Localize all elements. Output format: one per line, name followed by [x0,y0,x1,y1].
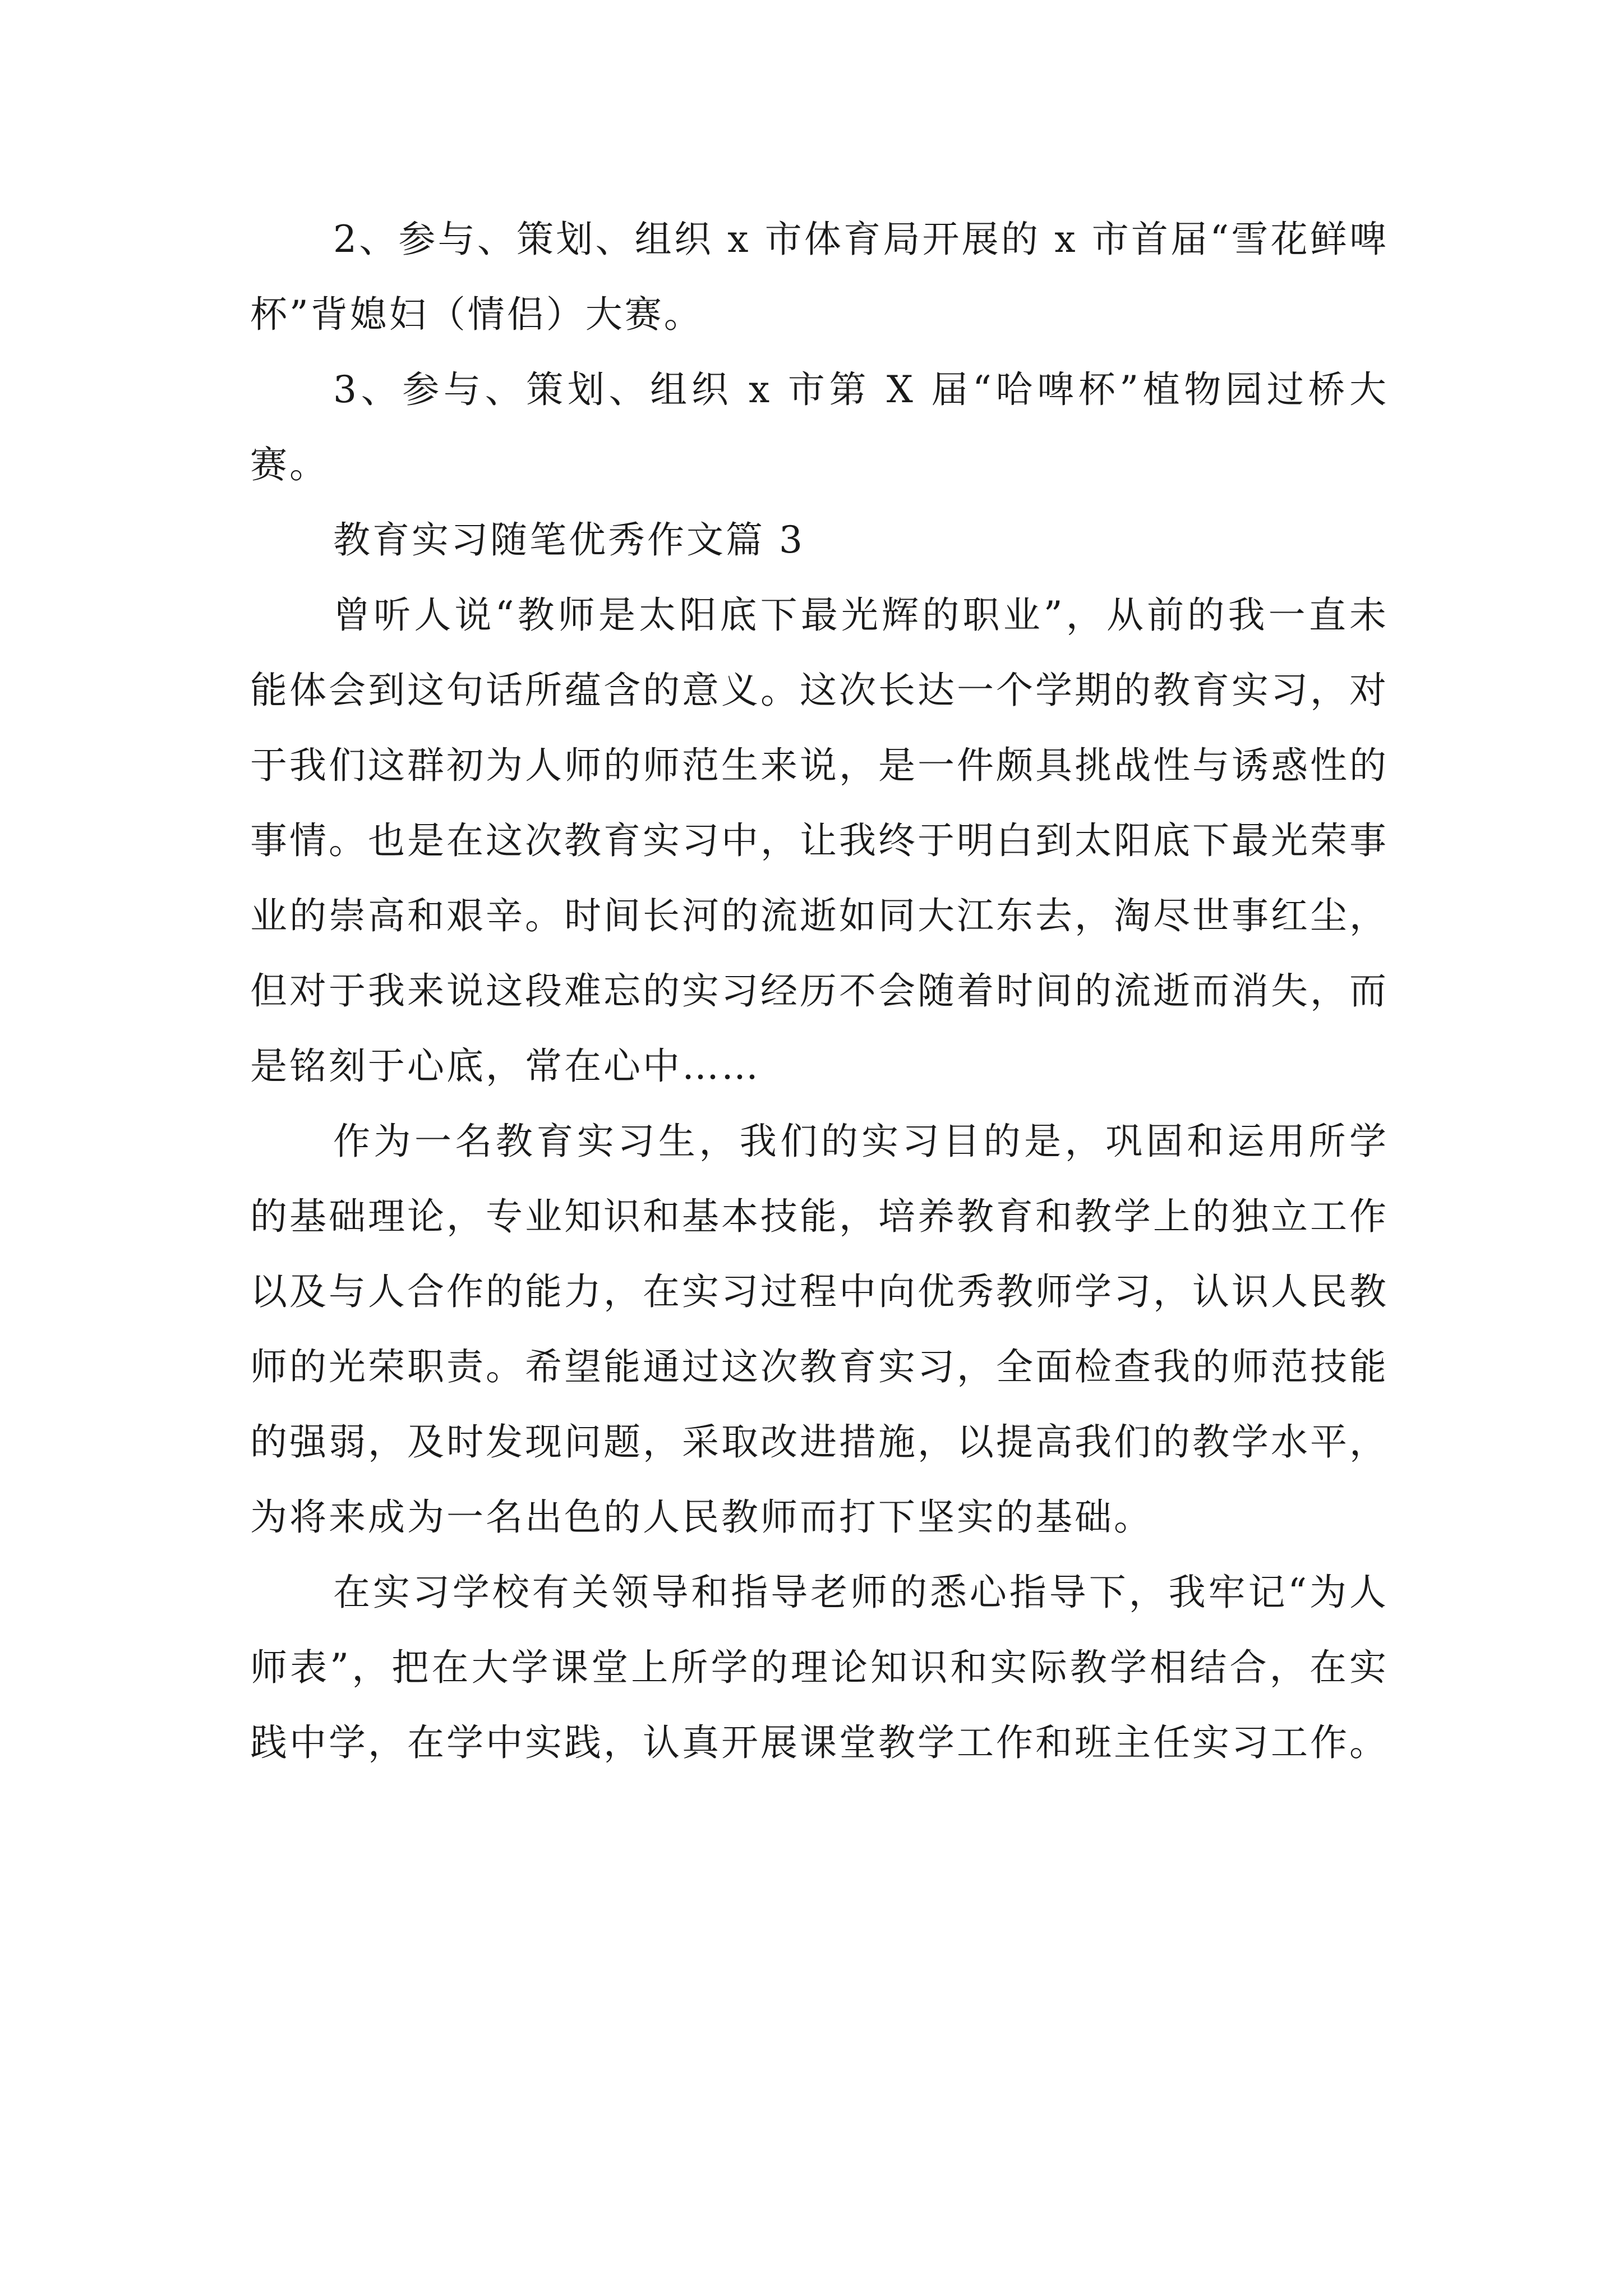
paragraph-intro: 曾听人说“教师是太阳底下最光辉的职业”，从前的我一直未能体会到这句话所蕴含的意义。这次长达一个学期的教育实习，对于我们这群初为人师的师范生来说，是一件颇具挑战性与诱惑性的事情。也是在这次教育实习中，让我终于明白到太阳底下最光荣事业的崇高和艰辛。时间长河的流逝如同大江东去，淘尽世事红尘，但对于我来说这段难忘的实习经历不会随着时间的流逝而消失，而是铭刻于心底，常在心中…… [250,593,1389,1088]
section-heading: 教育实习随笔优秀作文篇 3 [333,518,805,562]
paragraph-event-2: 2、参与、策划、组织 x 市体育局开展的 x 市首届“雪花鲜啤杯”背媳妇（情侣）大赛。 [250,218,1389,336]
document-body [250,202,1389,1780]
paragraph-practice: 在实习学校有关领导和指导老师的悉心指导下，我牢记“为人师表”，把在大学课堂上所学的理论知识和实际教学相结合，在实践中学，在学中实践，认真开展课堂教学工作和班主任实习工作。 [250,1571,1389,1764]
paragraph-purpose: 作为一名教育实习生，我们的实习目的是，巩固和运用所学的基础理论，专业知识和基本技能，培养教育和教学上的独立工作以及与人合作的能力，在实习过程中向优秀教师学习，认识人民教师的光荣职责。希望能通过这次教育实习，全面检查我的师范技能的强弱，及时发现问题，采取改进措施，以提高我们的教学水平，为将来成为一名出色的人民教师而打下坚实的基础。 [250,1120,1389,1539]
paragraph-event-3: 3、参与、策划、组织 x 市第 X 届“哈啤杯”植物园过桥大赛。 [250,368,1389,486]
